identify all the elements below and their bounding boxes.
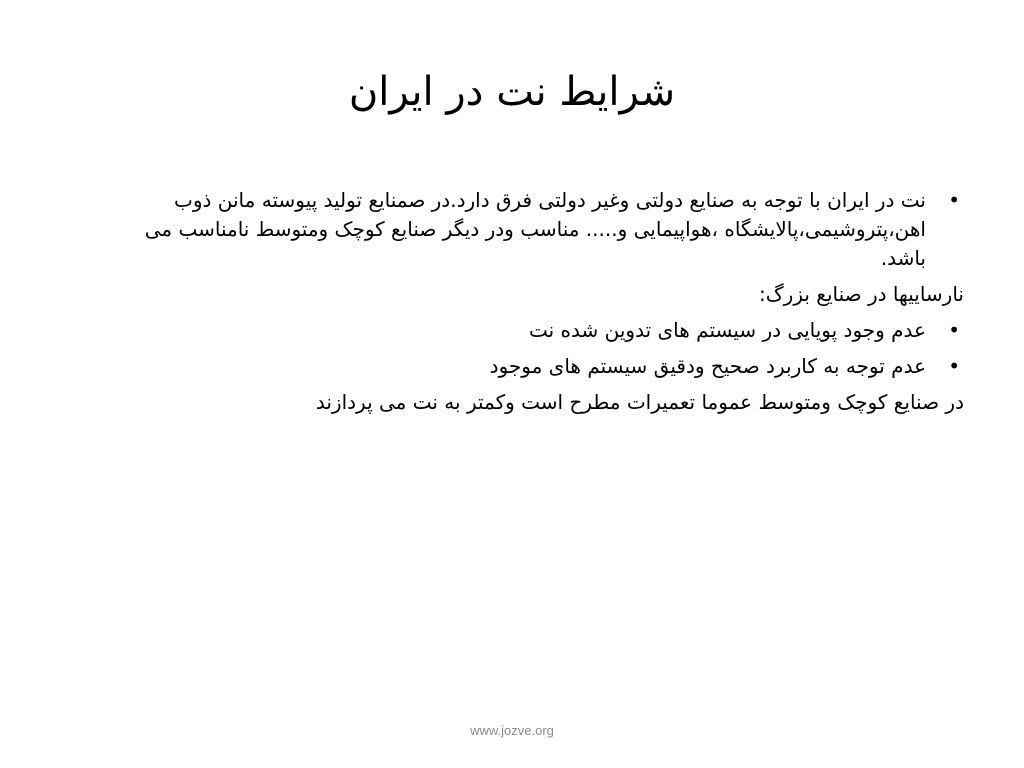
bullet-item-3 [100, 352, 964, 381]
bullet-text-3: عدم توجه به کاربرد صحیح ودقیق سیستم های موجود [489, 354, 926, 378]
slide-title: شرایط نت در ایران [348, 69, 676, 115]
bullet-marker: • [948, 188, 960, 212]
plain-line-1: نارساییها در صنایع بزرگ: [759, 282, 964, 306]
bullet-item-1 [100, 186, 964, 273]
slide-body [100, 186, 964, 424]
plain-line-2: در صنایع کوچک ومتوسط عموما تعمیرات مطرح است وکمتر به نت می پردازند [315, 390, 964, 414]
bullet-text-1: نت در ایران با توجه به صنایع دولتی وغیر دولتی فرق دارد.در صمنایع تولید پیوسته مانن ذوب اهن،پتروشیمی،پالایشگاه ،هواپیمایی و..... مناسب ودر دیگر صنایع کوچک ومتوسط نامناسب می باشد. [144, 188, 926, 270]
bullet-marker: • [948, 318, 960, 342]
bullet-marker: • [948, 354, 960, 378]
bullet-text-2: عدم وجود پویایی در سیستم های تدوین شده نت [528, 318, 926, 342]
footer-url: www.jozve.org [470, 723, 554, 738]
bullet-item-2 [100, 316, 964, 345]
